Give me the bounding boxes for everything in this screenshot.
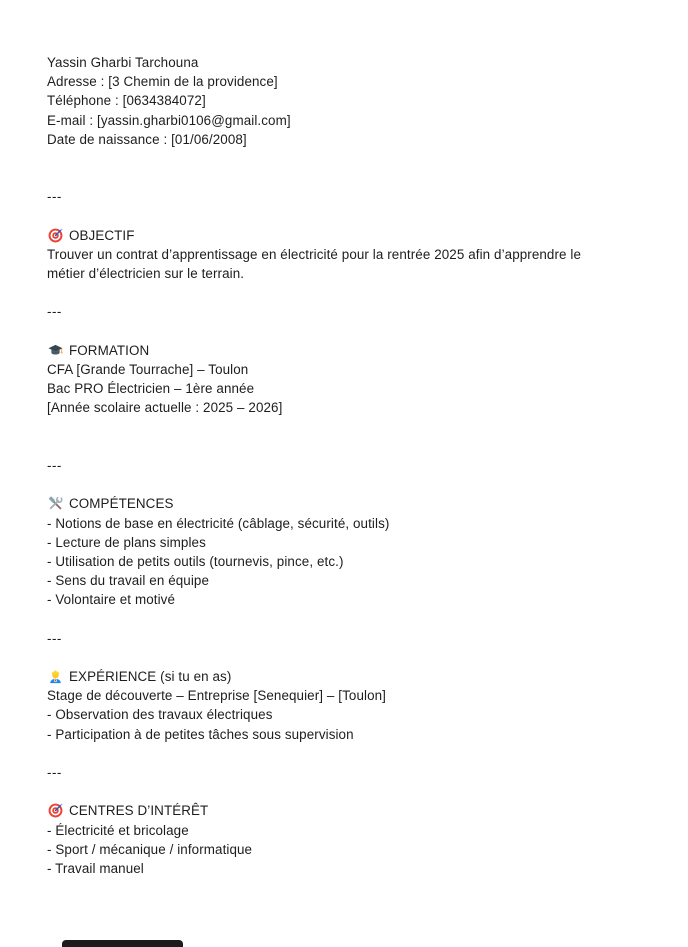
graduation-cap-icon	[47, 342, 63, 358]
target-icon	[47, 803, 63, 819]
text-line: Bac PRO Électricien – 1ère année	[47, 381, 255, 397]
blank-line	[47, 168, 637, 187]
blank-line	[47, 475, 637, 494]
separator: ---	[47, 189, 62, 205]
list-item: - Utilisation de petits outils (tournevis, pince, etc.)	[47, 553, 344, 569]
list-item: - Électricité et bricolage	[47, 822, 189, 838]
text-line: E-mail : [yassin.gharbi0106@gmail.com]	[47, 112, 291, 128]
list-item: - Travail manuel	[47, 860, 144, 876]
blank-line	[47, 418, 637, 437]
list-item: - Lecture de plans simples	[47, 534, 206, 550]
section-title: COMPÉTENCES	[69, 496, 174, 512]
section-header	[47, 667, 637, 686]
list-item: - Sens du travail en équipe	[47, 573, 210, 589]
text-line: [Année scolaire actuelle : 2025 – 2026]	[47, 400, 283, 416]
blank-line	[47, 648, 637, 667]
blank-line	[47, 782, 637, 801]
text-line: Yassin Gharbi Tarchouna	[47, 55, 199, 70]
separator: ---	[47, 304, 62, 320]
list-item: - Notions de base en électricité (câblage, sécurité, outils)	[47, 515, 390, 531]
text-line: Date de naissance : [01/06/2008]	[47, 131, 247, 147]
text-line: CFA [Grande Tourrache] – Toulon	[47, 362, 249, 377]
hammer-wrench-icon	[47, 496, 63, 512]
text-line: Trouver un contrat d’apprentissage en électricité pour la rentrée 2025 afin d’apprendre le	[47, 246, 582, 262]
target-icon	[47, 227, 63, 243]
list-item: - Observation des travaux électriques	[47, 707, 273, 723]
section-title: OBJECTIF	[69, 227, 135, 243]
section-header	[47, 341, 637, 360]
separator: ---	[47, 764, 62, 780]
section-header	[47, 801, 637, 820]
text-line: Adresse : [3 Chemin de la providence]	[47, 74, 278, 90]
list-item: - Sport / mécanique / informatique	[47, 841, 253, 857]
section-title: EXPÉRIENCE (si tu en as)	[69, 669, 232, 684]
blank-line	[47, 744, 637, 763]
separator: ---	[47, 457, 62, 473]
list-item: - Participation à de petites tâches sous supervision	[47, 726, 354, 742]
section-header	[47, 494, 637, 513]
blank-line	[47, 437, 637, 456]
bottom-edge-overlay-bar	[62, 940, 183, 947]
blank-line	[47, 283, 637, 302]
document-page	[47, 53, 637, 878]
separator: ---	[47, 630, 62, 646]
list-item: - Volontaire et motivé	[47, 592, 175, 608]
blank-line	[47, 322, 637, 341]
blank-line	[47, 609, 637, 628]
blank-line	[47, 149, 637, 168]
section-title: CENTRES D’INTÉRÊT	[69, 803, 209, 819]
blank-line	[47, 207, 637, 226]
text-line: Stage de découverte – Entreprise [Senequier] – [Toulon]	[47, 688, 386, 704]
text-line: métier d’électricien sur le terrain.	[47, 266, 245, 282]
section-header	[47, 226, 637, 245]
section-title: FORMATION	[69, 342, 150, 358]
text-line: Téléphone : [0634384072]	[47, 93, 206, 109]
construction-worker-icon	[47, 669, 63, 685]
